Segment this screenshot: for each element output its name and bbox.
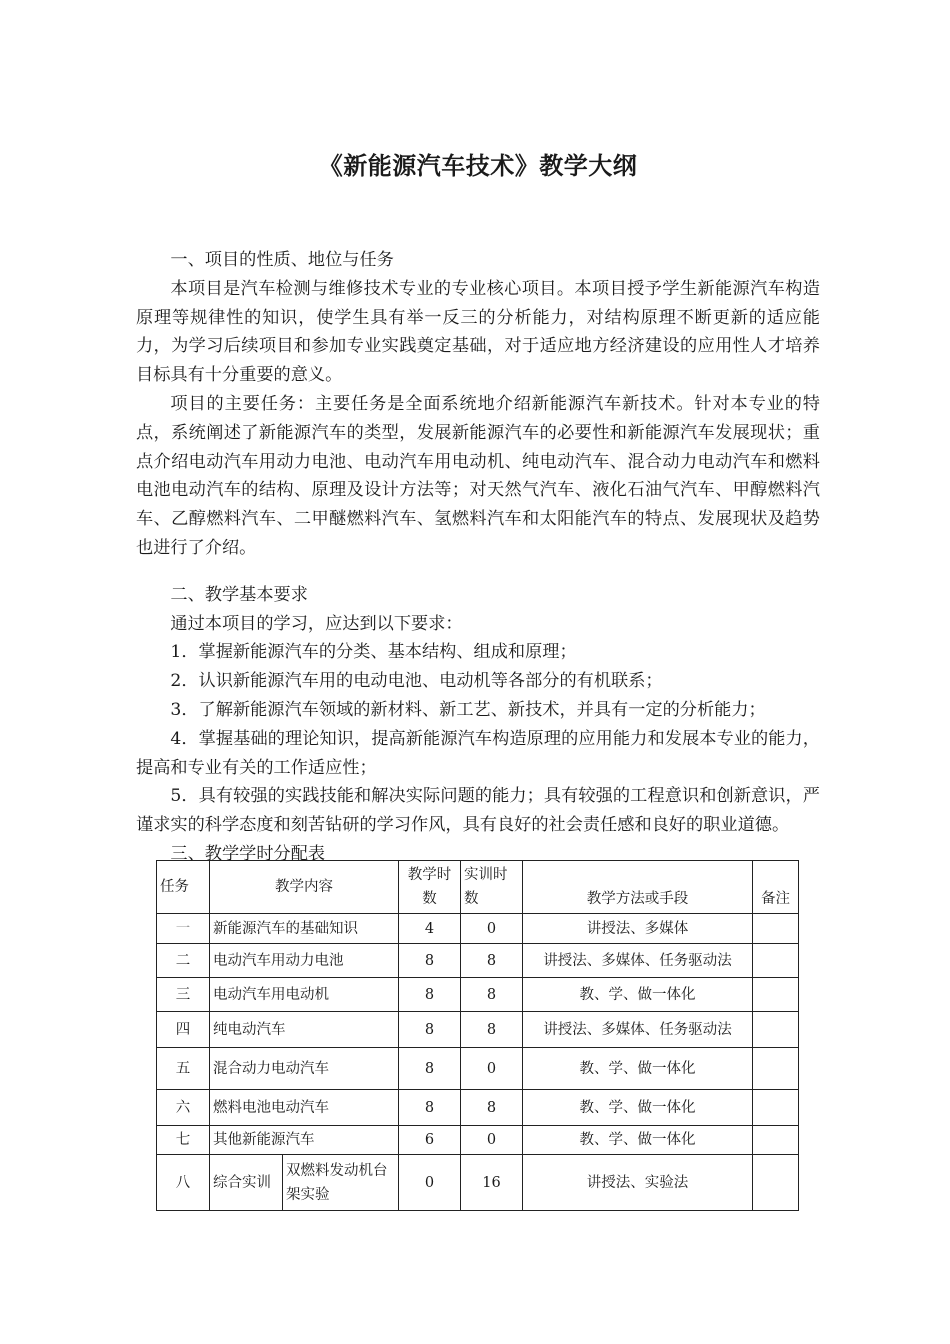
cell-note: [753, 978, 799, 1012]
cell-train: 8: [461, 944, 523, 978]
cell-task: 五: [157, 1048, 210, 1090]
cell-task: 二: [157, 944, 210, 978]
section-1-paragraph-2: 项目的主要任务：主要任务是全面系统地介绍新能源汽车新技术。针对本专业的特点，系统阐述了新能源汽车的类型，发展新能源汽车的必要性和新能源汽车发展现状；重点介绍电动汽车用动力电池、电动汽车用电动机、纯电动汽车、混合动力电动汽车和燃料电池电动汽车的结构、原理及设计方法等；对天然气汽车、液化石油气汽车、甲醇燃料汽车、乙醇燃料汽车、二甲醚燃料汽车、氢燃料汽车和太阳能汽车的特点、发展现状及趋势也进行了介绍。: [136, 393, 820, 558]
cell-task: 三: [157, 978, 210, 1012]
hours-allocation-table: [156, 860, 799, 1211]
document-title: 《新能源汽车技术》教学大纲: [318, 152, 638, 180]
cell-method: 讲授法、多媒体、任务驱动法: [523, 1012, 753, 1048]
requirement-item: 3．了解新能源汽车领域的新材料、新工艺、新技术，并具有一定的分析能力；: [170, 699, 766, 720]
cell-method: 讲授法、实验法: [523, 1155, 753, 1211]
cell-note: [753, 1090, 799, 1126]
requirement-item: 2．认识新能源汽车用的电动电池、电动机等各部分的有机联系；: [170, 671, 663, 692]
cell-content: 混合动力电动汽车: [210, 1048, 399, 1090]
cell-note: [753, 1155, 799, 1211]
cell-content: 电动汽车用电动机: [210, 978, 399, 1012]
section-2-heading: 二、教学基本要求: [170, 584, 308, 605]
header-teach-hours: [399, 861, 461, 914]
table-row: [157, 1126, 799, 1155]
cell-task: 六: [157, 1090, 210, 1126]
header-task: 任务: [157, 861, 210, 914]
cell-note: [753, 914, 799, 944]
cell-method: 教、学、做一体化: [523, 1126, 753, 1155]
cell-note: [753, 944, 799, 978]
header-train-hours-line1: 实训时: [464, 867, 508, 883]
cell-content-sub: 双燃料发动机台架实验: [283, 1155, 399, 1211]
cell-task: 四: [157, 1012, 210, 1048]
table-row: [157, 1048, 799, 1090]
table-row: [157, 914, 799, 944]
section-3-heading: 三、教学学时分配表: [170, 843, 326, 864]
document-body: [136, 246, 820, 869]
header-teach-hours-line1: 教学时: [407, 867, 452, 883]
cell-content: 电动汽车用动力电池: [210, 944, 399, 978]
cell-note: [753, 1012, 799, 1048]
cell-teach: 8: [399, 1090, 461, 1126]
section-1-heading: 一、项目的性质、地位与任务: [170, 250, 394, 270]
cell-method: 讲授法、多媒体、任务驱动法: [523, 944, 753, 978]
table-row: [157, 944, 799, 978]
header-method: 教学方法或手段: [523, 861, 753, 914]
cell-teach: 8: [399, 978, 461, 1012]
table-header-row: [157, 861, 799, 914]
cell-method: 教、学、做一体化: [523, 978, 753, 1012]
cell-train: 0: [461, 1048, 523, 1090]
header-content: 教学内容: [210, 861, 399, 914]
section-1-paragraph-1: 本项目是汽车检测与维修技术专业的专业核心项目。本项目授予学生新能源汽车构造原理等规律性的知识，使学生具有举一反三的分析能力，对结构原理不断更新的适应能力，为学习后续项目和参加专业实践奠定基础，对于适应地方经济建设的应用性人才培养目标具有十分重要的意义。: [136, 278, 820, 386]
header-train-hours-line2: 数: [464, 891, 479, 907]
table-row: [157, 1155, 799, 1211]
section-2-intro: 通过本项目的学习，应达到以下要求：: [170, 613, 463, 634]
cell-train: 16: [461, 1155, 523, 1211]
cell-teach: 4: [399, 914, 461, 944]
requirement-item: 5．具有较强的实践技能和解决实际问题的能力；具有较强的工程意识和创新意识，严谨求实的科学态度和刻苦钻研的学习作风，具有良好的社会责任感和良好的职业道德。: [136, 786, 820, 836]
requirement-item: 4．掌握基础的理论知识，提高新能源汽车构造原理的应用能力和发展本专业的能力，提高和专业有关的工作适应性；: [136, 728, 820, 778]
header-note: 备注: [753, 861, 799, 914]
cell-method: 教、学、做一体化: [523, 1090, 753, 1126]
cell-note: [753, 1126, 799, 1155]
cell-train: 0: [461, 914, 523, 944]
cell-teach: 6: [399, 1126, 461, 1155]
cell-method: 教、学、做一体化: [523, 1048, 753, 1090]
header-teach-hours-line2: 数: [422, 891, 437, 907]
cell-task: 七: [157, 1126, 210, 1155]
table-row: [157, 1090, 799, 1126]
cell-note: [753, 1048, 799, 1090]
cell-teach: 8: [399, 944, 461, 978]
table-row: [157, 1012, 799, 1048]
header-train-hours: [461, 861, 523, 914]
cell-content: 其他新能源汽车: [210, 1126, 399, 1155]
cell-train: 8: [461, 1012, 523, 1048]
cell-teach: 0: [399, 1155, 461, 1211]
cell-train: 8: [461, 978, 523, 1012]
cell-train: 8: [461, 1090, 523, 1126]
cell-content: 新能源汽车的基础知识: [210, 914, 399, 944]
cell-task: 八: [157, 1155, 210, 1211]
cell-content: 燃料电池电动汽车: [210, 1090, 399, 1126]
table-row: [157, 978, 799, 1012]
cell-teach: 8: [399, 1048, 461, 1090]
cell-teach: 8: [399, 1012, 461, 1048]
cell-train: 0: [461, 1126, 523, 1155]
cell-content: 纯电动汽车: [210, 1012, 399, 1048]
requirement-item: 1．掌握新能源汽车的分类、基本结构、组成和原理；: [170, 642, 577, 663]
cell-method: 讲授法、多媒体: [523, 914, 753, 944]
cell-content-main: 综合实训: [210, 1155, 283, 1211]
cell-task: 一: [157, 914, 210, 944]
